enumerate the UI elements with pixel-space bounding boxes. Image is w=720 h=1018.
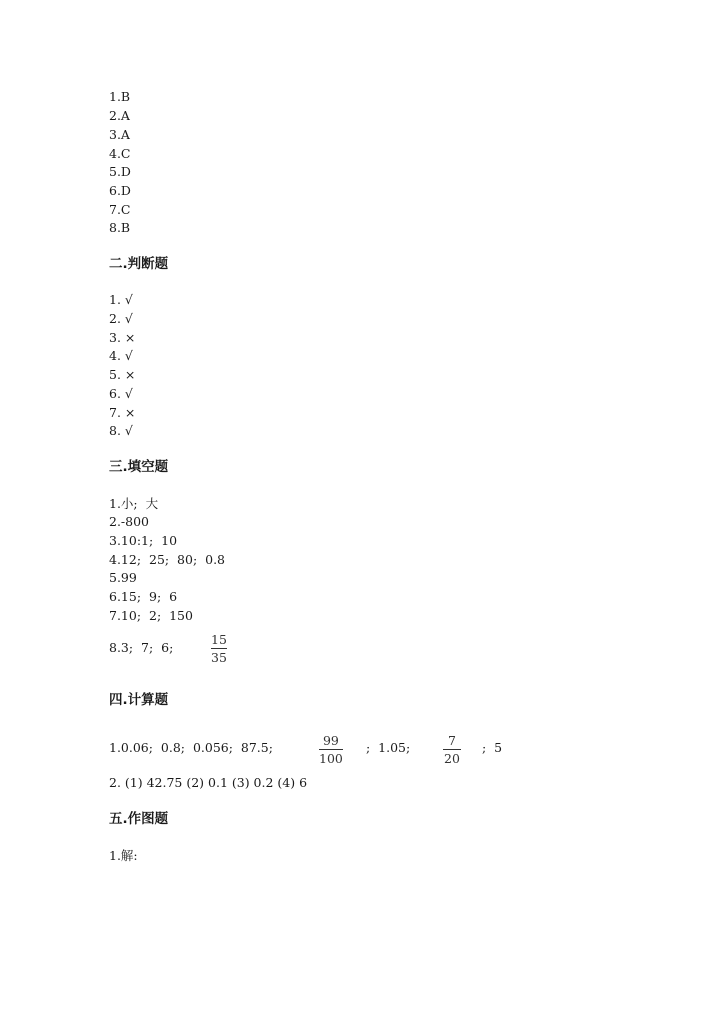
fraction-bar <box>319 749 343 750</box>
answer-item: 6. √ <box>109 386 133 401</box>
fraction-denominator: 35 <box>211 650 227 665</box>
fraction-bar <box>211 648 227 649</box>
fraction-bar <box>443 749 461 750</box>
answer-item: 5.D <box>109 164 131 179</box>
answer-item: 1.0.06; 0.8; 0.056; 87.5; <box>109 740 273 755</box>
answer-text: ; 1.05; <box>366 740 411 755</box>
answer-item: 5.99 <box>109 570 137 585</box>
fraction <box>442 733 462 766</box>
answer-item: 8.B <box>109 220 131 235</box>
answer-item: 2.A <box>109 108 130 123</box>
answer-item: 2.-800 <box>109 514 150 529</box>
answer-item: 1.小; 大 <box>109 496 159 511</box>
answer-item: 8. √ <box>109 423 133 438</box>
fraction-numerator: 15 <box>211 632 227 647</box>
fraction <box>209 632 229 665</box>
fraction-denominator: 100 <box>319 751 343 766</box>
fraction <box>317 733 345 766</box>
section-heading-judgment: 二.判断题 <box>109 256 169 272</box>
section-heading-calculation: 四.计算题 <box>109 692 169 708</box>
fraction-numerator: 99 <box>322 733 339 748</box>
answer-item: 3. × <box>109 330 136 345</box>
answer-item: 4. √ <box>109 348 133 363</box>
answer-item: 7. × <box>109 405 136 420</box>
answer-item: 3.10:1; 10 <box>109 533 178 548</box>
answer-item: 5. × <box>109 367 136 382</box>
fraction-denominator: 20 <box>444 751 460 766</box>
fraction-numerator: 7 <box>447 733 456 748</box>
answer-item: 7.C <box>109 202 131 217</box>
answer-item: 2. (1) 42.75 (2) 0.1 (3) 0.2 (4) 6 <box>109 775 308 790</box>
section-heading-fill-blank: 三.填空题 <box>109 459 169 475</box>
answer-item: 1.解: <box>109 848 138 863</box>
answer-item: 1. √ <box>109 292 133 307</box>
section-heading-drawing: 五.作图题 <box>109 811 169 827</box>
answer-item: 4.C <box>109 146 131 161</box>
answer-item: 4.12; 25; 80; 0.8 <box>109 552 225 567</box>
answer-item: 6.D <box>109 183 131 198</box>
answer-item: 1.B <box>109 89 131 104</box>
answer-item: 7.10; 2; 150 <box>109 608 193 623</box>
answer-item: 2. √ <box>109 311 133 326</box>
answer-item: 8.3; 7; 6; <box>109 640 174 655</box>
answer-item: 3.A <box>109 127 130 142</box>
answer-item: 6.15; 9; 6 <box>109 589 178 604</box>
answer-text: ; 5 <box>482 740 503 755</box>
